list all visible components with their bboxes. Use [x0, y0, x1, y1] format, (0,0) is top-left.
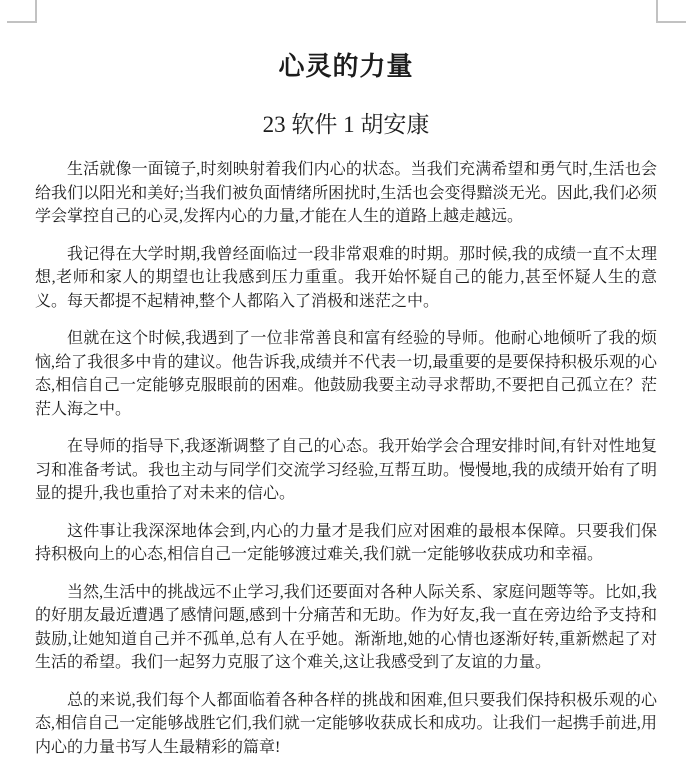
- document-body: [35, 22, 657, 759]
- body-paragraph-4: 在导师的指导下,我逐渐调整了自己的心态。我开始学会合理安排时间,有针对性地复习和准备考试。我也主动与同学们交流学习经验,互帮互助。慢慢地,我的成绩开始有了明显的提升,我也重拾了对未来的信心。: [35, 438, 657, 502]
- margin-crop-mark-top-left: [7, 0, 37, 23]
- body-paragraph-1: 生活就像一面镜子,时刻映射着我们内心的状态。当我们充满希望和勇气时,生活也会给我们以阳光和美好;当我们被负面情绪所困扰时,生活也会变得黯淡无光。因此,我们必须学会掌控自己的心灵,发挥内心的力量,才能在人生的道路上越走越远。: [35, 161, 657, 225]
- body-paragraph-7: 总的来说,我们每个人都面临着各种各样的挑战和困难,但只要我们保持积极乐观的心态,相信自己一定能够战胜它们,我们就一定能够收获成长和成功。让我们一起携手前进,用内心的力量书写人生最精彩的篇章!: [35, 691, 657, 756]
- body-paragraph-5: 这件事让我深深地体会到,内心的力量才是我们应对困难的最根本保障。只要我们保持积极向上的心态,相信自己一定能够渡过难关,我们就一定能够收获成功和幸福。: [35, 522, 657, 563]
- body-paragraph-6: 当然,生活中的挑战远不止学习,我们还要面对各种人际关系、家庭问题等等。比如,我的好朋友最近遭遇了感情问题,感到十分痛苦和无助。作为好友,我一直在旁边给予支持和鼓励,让她知道自己并不孤单,总有人在乎她。渐渐地,她的心情也逐渐好转,重新燃起了对生活的希望。我们一起努力克服了这个难关,这让我感受到了友谊的力量。: [35, 583, 657, 671]
- margin-crop-mark-top-right: [656, 0, 686, 23]
- body-paragraph-3: 但就在这个时候,我遇到了一位非常善良和富有经验的导师。他耐心地倾听了我的烦恼,给了我很多中肯的建议。他告诉我,成绩并不代表一切,最重要的是要保持积极乐观的心态,相信自己一定能够克服眼前的困难。他鼓励我要主动寻求帮助,不要把自己孤立在？茫茫人海之中。: [35, 330, 657, 418]
- body-paragraph-2: 我记得在大学时期,我曾经面临过一段非常艰难的时期。那时候,我的成绩一直不太理想,老师和家人的期望也让我感到压力重重。我开始怀疑自己的能力,甚至怀疑人生的意义。每天都提不起精神,整个人都陷入了消极和迷茫之中。: [35, 245, 657, 310]
- author-byline: 23 软件 1 胡安康: [262, 112, 430, 137]
- document-title: 心灵的力量: [278, 51, 414, 81]
